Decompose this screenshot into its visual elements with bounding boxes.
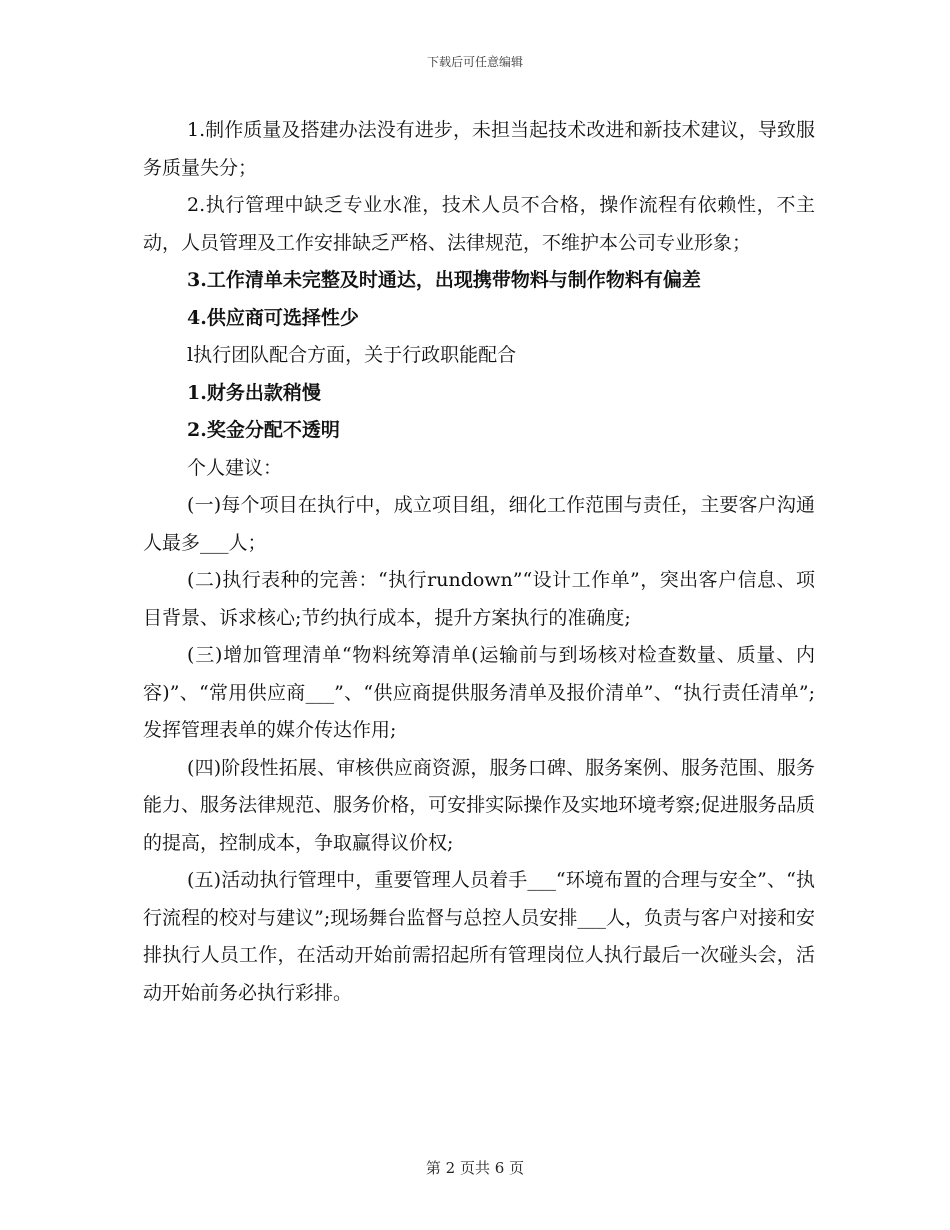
paragraph-9: (一)每个项目在执行中，成立项目组，细化工作范围与责任，主要客户沟通人最多___人； <box>143 494 815 554</box>
paragraph-4: 4.供应商可选择性少 <box>187 306 359 329</box>
paragraph-10: (二)执行表种的完善：“执行rundown”“设计工作单”，突出客户信息、项目背景、诉求核心;节约执行成本，提升方案执行的准确度; <box>143 569 815 629</box>
paragraph-12: (四)阶段性拓展、审核供应商资源，服务口碑、服务案例、服务范围、服务能力、服务法律规范、服务价格，可安排实际操作及实地环境考察;促进服务品质的提高，控制成本，争取赢得议价权; <box>143 756 815 854</box>
page-footer: 第 2 页共 6 页 <box>425 1159 525 1177</box>
paragraph-1: 1.制作质量及搭建办法没有进步，未担当起技术改进和新技术建议，导致服务质量失分； <box>143 119 815 179</box>
paragraph-3: 3.工作清单未完整及时通达，出现携带物料与制作物料有偏差 <box>187 269 701 291</box>
paragraph-2: 2.执行管理中缺乏专业水准，技术人员不合格，操作流程有依赖性，不主动，人员管理及工作安排缺乏严格、法律规范，不维护本公司专业形象； <box>143 194 815 254</box>
paragraph-13: (五)活动执行管理中，重要管理人员着手___“环境布置的合理与安全”、“执行流程的校对与建议”;现场舞台监督与总控人员安排___人，负责与客户对接和安排执行人员工作，在活动开始前需招起所有管理岗位人执行最后一次碰头会，活动开始前务必执行彩排。 <box>143 869 815 1004</box>
paragraph-6: 1.财务出款稍慢 <box>187 381 321 404</box>
page-header: 下载后可任意编辑 <box>426 55 523 69</box>
document-body <box>143 112 815 1012</box>
paragraph-11: (三)增加管理清单“物料统筹清单(运输前与到场核对检查数量、质量、内容)”、“常用供应商___”、“供应商提供服务清单及报价清单”、“执行责任清单”;发挥管理表单的媒介传达作用; <box>143 644 815 741</box>
paragraph-5: l执行团队配合方面，关于行政职能配合 <box>187 344 517 366</box>
paragraph-8: 个人建议： <box>187 456 283 479</box>
paragraph-7: 2.奖金分配不透明 <box>187 419 340 441</box>
